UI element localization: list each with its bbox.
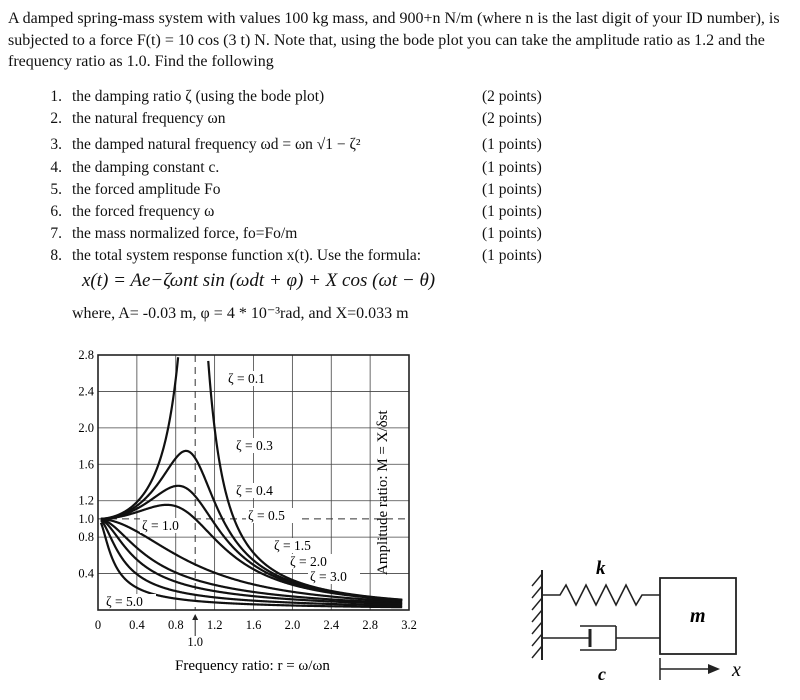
y-tick-label: 1.6	[78, 457, 94, 472]
list-item: 8. the total system response function x(t). Use the formula: (1 points)	[50, 247, 542, 264]
curve-label: ζ = 3.0	[310, 569, 347, 584]
x-tick-label: 1.2	[206, 618, 223, 632]
problem-statement: A damped spring-mass system with values 100 kg mass, and 900+n N/m (where n is the last digit of your ID number), is subjected to a force F(t) = 10 cos (3 t) N. Note that, using the bode plot you can take the amplitude ratio as 1.2 and the frequency ratio as 1.0. Find the following	[8, 10, 780, 70]
damper-label: c	[598, 664, 606, 684]
x-tick-label: 2.8	[362, 618, 378, 632]
curve-label: ζ = 0.1	[228, 371, 265, 386]
curve-label: ζ = 1.5	[274, 538, 311, 553]
x-tick-label: 2.0	[284, 618, 301, 632]
y-axis-title: Amplitude ratio: M = X/δst	[375, 410, 391, 575]
y-tick-label: 1.0	[78, 511, 94, 526]
list-item: 2. the natural frequency ωn (2 points)	[50, 110, 542, 127]
list-item: 7. the mass normalized force, fo=Fo/m (1 points)	[50, 225, 542, 242]
list-item: 6. the forced frequency ω (1 points)	[50, 203, 542, 220]
spring-label: k	[596, 558, 606, 579]
x-tick-label: 0.8	[167, 618, 184, 632]
x-tick-label-extra: 1.0	[187, 635, 203, 649]
displacement-label: x	[732, 659, 741, 681]
x-axis-title: Frequency ratio: r = ω/ωn	[175, 658, 330, 674]
wall-hatching	[532, 574, 542, 658]
curve-label: ζ = 0.3	[236, 438, 273, 453]
curve-label: ζ = 5.0	[106, 594, 143, 609]
list-item: 3. the damped natural frequency ωd = ωn √1 − ζ² (1 points)	[50, 136, 542, 153]
y-tick-label: 2.0	[78, 420, 94, 435]
list-item: 4. the damping constant c. (1 points)	[50, 159, 542, 176]
spring	[542, 585, 660, 605]
x-tick-label: 0.4	[129, 618, 145, 632]
y-tick-label: 2.4	[78, 384, 94, 399]
response-formula: x(t) = Ae−ζωnt sin (ωdt + φ) + X cos (ωt − θ)	[82, 270, 436, 291]
curve-label: ζ = 0.4	[236, 483, 273, 498]
curve-label: ζ = 1.0	[142, 518, 179, 533]
formula-parameters: where, A= -0.03 m, φ = 4 * 10⁻³rad, and X=0.033 m	[72, 305, 409, 322]
x-tick-label: 2.4	[323, 618, 340, 632]
x-tick-label: 3.2	[401, 618, 417, 632]
curve-label: ζ = 0.5	[248, 508, 285, 523]
y-tick-label: 2.8	[78, 348, 94, 362]
y-tick-label: 0.4	[78, 566, 94, 581]
arrow-head-icon	[708, 664, 720, 674]
y-tick-label: 1.2	[78, 493, 94, 508]
curve-label: ζ = 2.0	[290, 554, 327, 569]
arrow-head-icon	[192, 614, 198, 620]
bode-plot	[0, 335, 480, 680]
list-item: 1. the damping ratio ζ (using the bode plot) (2 points)	[50, 88, 542, 105]
y-tick-label: 0.8	[78, 530, 94, 545]
list-item: 5. the forced amplitude Fo (1 points)	[50, 181, 542, 198]
spring-mass-damper-diagram	[520, 550, 780, 690]
x-tick-label: 0	[94, 618, 102, 632]
x-tick-label: 1.6	[245, 618, 262, 632]
mass-label: m	[690, 605, 706, 627]
